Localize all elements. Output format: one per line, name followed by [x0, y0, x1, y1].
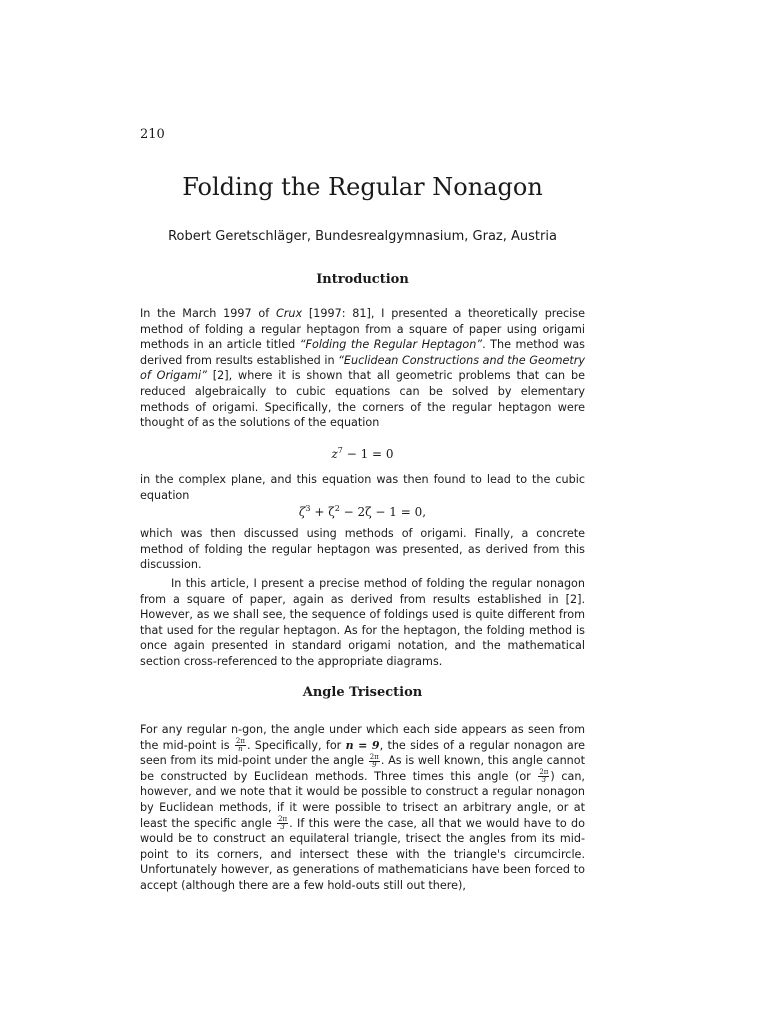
- text-run: For any regular n-gon, the angle under which each side appears as seen from the mid-point is: [140, 723, 585, 752]
- author-line: Robert Geretschläger, Bundesrealgymnasium, Graz, Austria: [168, 229, 557, 244]
- intro-paragraph-4: In this article, I present a precise method of folding the regular nonagon from a square of paper, again as derived from results established in [2]. However, as we shall see, the sequence of foldings used is quite different from that used for the regular heptagon. As for the heptagon, the folding method is once again presented in standard origami notation, and the mathematical section cross-referenced to the appropriate diagrams.: [140, 577, 585, 668]
- fraction-2pi-over-9: [369, 754, 380, 769]
- fraction-2pi-over-3: [538, 769, 549, 784]
- eq-term: − 2ζ − 1 = 0,: [339, 505, 427, 519]
- article-title: Folding the Regular Nonagon: [182, 173, 543, 201]
- fraction-numerator: 2π: [235, 737, 245, 746]
- fraction-2pi-over-n: [235, 738, 246, 753]
- eq-exponent: 2: [334, 504, 340, 513]
- intro-paragraph-1: [140, 306, 585, 431]
- trisection-paragraph-1: [140, 722, 585, 894]
- fraction-numerator: 2π: [278, 815, 288, 824]
- text-run: . As is well known, this angle cannot be constructed by Euclidean methods. Three times this angle (or: [140, 754, 586, 783]
- section-heading-angle-trisection: Angle Trisection: [302, 685, 423, 700]
- eq-term: + ζ: [310, 505, 335, 519]
- eq-rest: − 1 = 0: [342, 447, 394, 461]
- text-run: ) can, however, and we note that it would be possible to construct a regular nonagon by Euclidean methods, if it were possible to trisect an arbitrary angle, or at least the specific angle: [140, 769, 585, 830]
- eq-exponent: 3: [305, 504, 311, 513]
- text-run: . If this were the case, all that we would have to do would be to construct an equilateral triangle, trisect the angles from its mid-point to its corners, and intersect these with the triangle's circumcircle. Unfortunately however, as generations of mathematicians have been forced to accept (although there are a few hold-outs still out there),: [140, 816, 585, 892]
- journal-name: Crux: [275, 307, 303, 320]
- fraction-numerator: 2π: [369, 752, 379, 761]
- equation-cubic: [140, 500, 585, 521]
- text-run: , the sides of a regular nonagon are seen from its mid-point under the angle: [140, 738, 585, 768]
- eq-exponent: 7: [337, 446, 343, 455]
- text-run: . The method was derived from results established in: [140, 338, 585, 367]
- text-run: [1997: 81], I presented a theoretically precise method of folding a regular heptagon from a square of paper using origami methods in an article titled: [140, 307, 585, 352]
- intro-paragraph-3: which was then discussed using methods of origami. Finally, a concrete method of folding the regular heptagon was presented, as derived from this discussion.: [140, 527, 585, 572]
- fraction-numerator: 2π: [539, 768, 549, 777]
- paper-page: [140, 0, 585, 1024]
- cited-title-heptagon: “Folding the Regular Heptagon”: [299, 338, 483, 352]
- fraction-denominator: 9: [372, 760, 377, 769]
- math-n-equals-9: n = 9: [345, 738, 380, 752]
- text-run: In the March 1997 of: [140, 307, 276, 320]
- intro-paragraph-2: in the complex plane, and this equation was then found to lead to the cubic equation: [140, 473, 585, 502]
- fraction-2pi-over-3-second: [277, 816, 288, 831]
- eq-var: z: [331, 447, 338, 461]
- fraction-denominator: 3: [541, 776, 547, 785]
- fraction-denominator: n: [238, 745, 243, 754]
- fraction-denominator: 3: [280, 823, 285, 832]
- section-heading-introduction: Introduction: [316, 272, 409, 287]
- page-number: 210: [140, 127, 165, 142]
- eq-term: ζ: [298, 505, 306, 519]
- equation-heptagon: [140, 442, 585, 463]
- text-run: [2], where it is shown that all geometric problems that can be reduced algebraically to cubic equations can be solved by elementary methods of origami. Specifically, the corners of the regular heptagon were thought of as the solutions of the equation: [140, 369, 585, 430]
- cited-title-euclidean: “Euclidean Constructions and the Geometry of Origami”: [140, 353, 586, 383]
- text-run: . Specifically, for: [246, 738, 346, 752]
